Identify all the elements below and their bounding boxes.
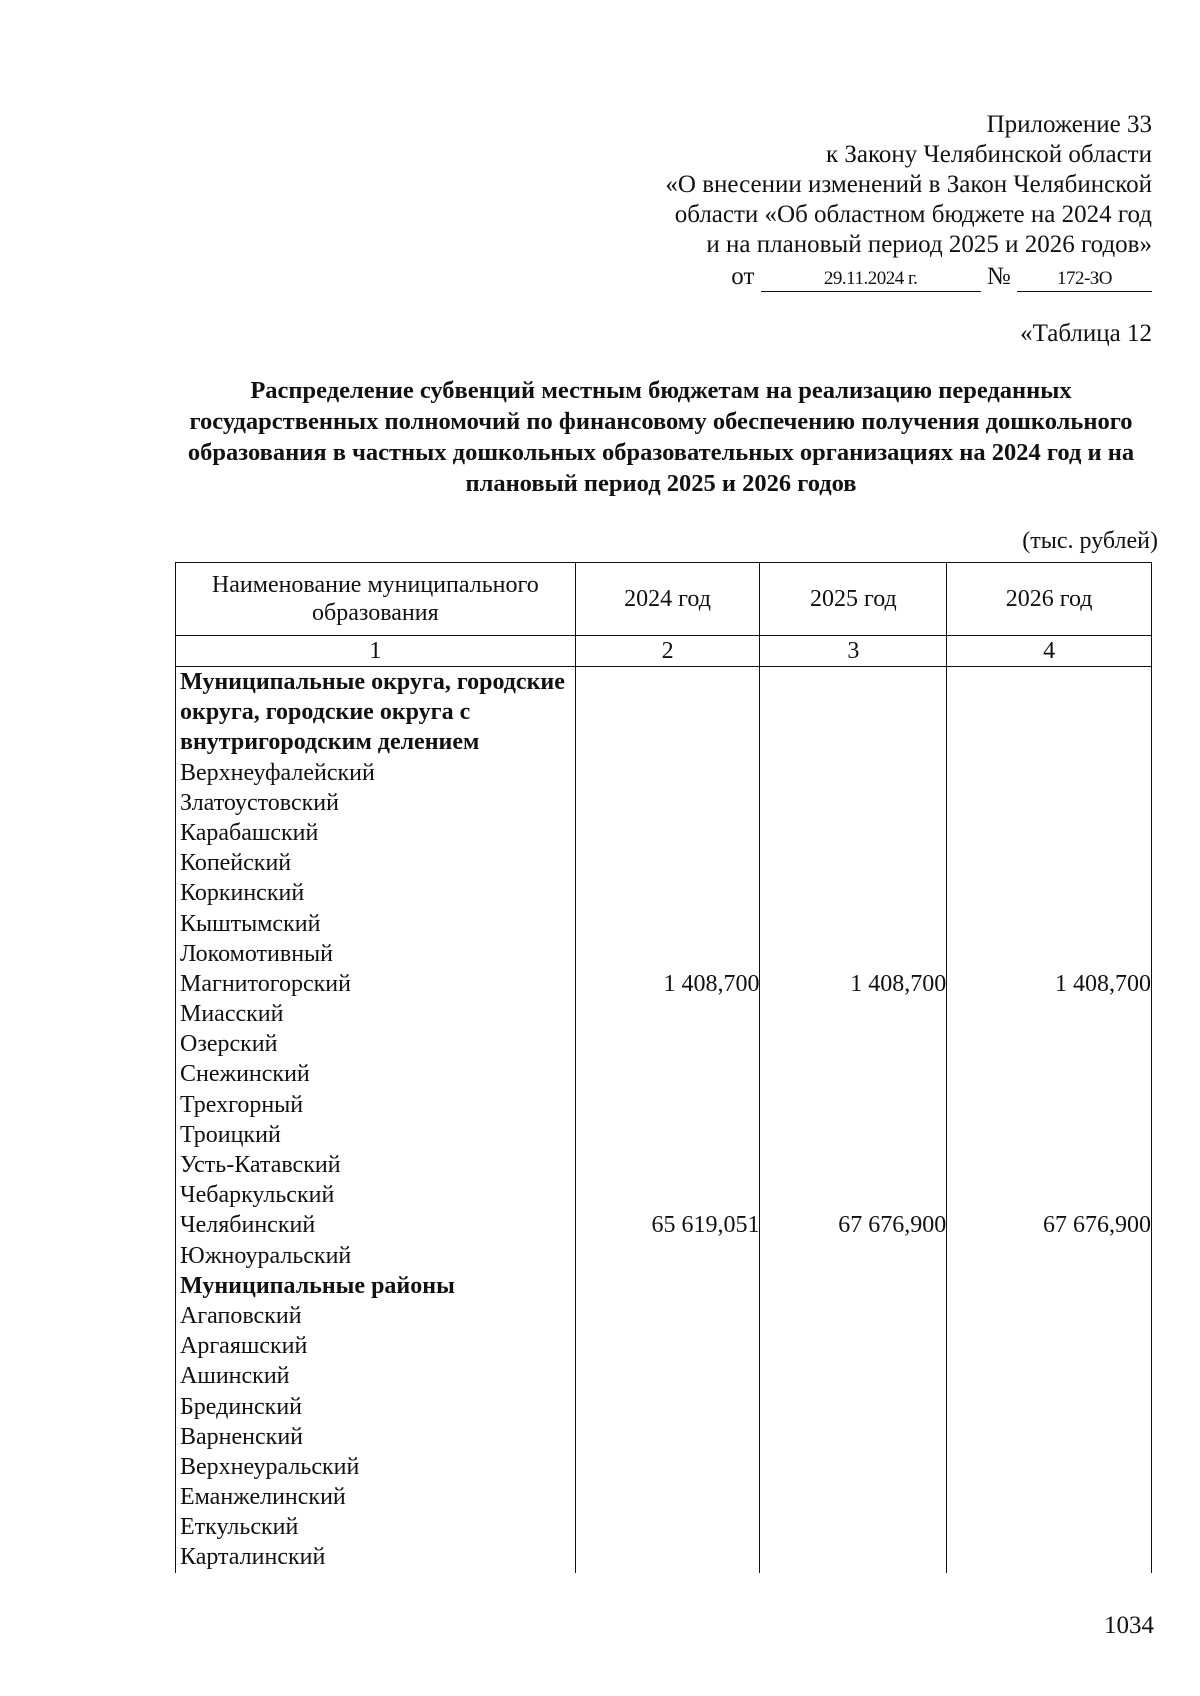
value-cell <box>576 1331 760 1361</box>
value-cell <box>760 1392 946 1422</box>
value-cell <box>576 1482 760 1512</box>
municipality-name: Агаповский <box>180 1302 302 1329</box>
municipality-name: Брединский <box>180 1393 303 1420</box>
municipality-name: Челябинский <box>180 1212 316 1239</box>
value-cell <box>947 848 1151 878</box>
value-cell <box>947 1059 1151 1089</box>
municipality-name: Миасский <box>180 1001 284 1028</box>
municipality-name: Озерский <box>180 1031 278 1058</box>
column-header-2024: 2024 год <box>575 563 760 636</box>
value-cell <box>947 878 1151 908</box>
value-cell <box>760 1452 946 1482</box>
value-cell <box>760 1331 946 1361</box>
municipality-name: Ашинский <box>180 1363 290 1390</box>
value-cell <box>760 1241 946 1271</box>
value-cell: 1 408,700 <box>850 970 947 997</box>
value-cell <box>947 1512 1151 1542</box>
value-cell <box>760 1361 946 1391</box>
value-cell <box>947 818 1151 848</box>
subvention-table <box>175 562 1152 1573</box>
value-cell <box>760 1120 946 1150</box>
value-cell <box>576 878 760 908</box>
column-number: 3 <box>760 636 947 667</box>
value-cell <box>760 1180 946 1210</box>
value-cell <box>947 1361 1151 1391</box>
municipality-name: Аргаяшский <box>180 1333 308 1360</box>
column-number: 1 <box>176 636 576 667</box>
units-label: (тыс. рублей) <box>1022 528 1158 554</box>
value-cell <box>947 667 1151 758</box>
table-number: «Таблица 12 <box>1020 320 1152 347</box>
date-number-line <box>552 262 1152 292</box>
value-cell <box>576 818 760 848</box>
document-title: Распределение субвенций местным бюджетам на реализацию переданных государственных полномочий по финансовому обеспечению получения дошкольного образования в частных дошкольных образовательных организациях на 2024 год и на плановый период 2025 и 2026 годов <box>187 377 1135 497</box>
value-cell <box>576 788 760 818</box>
value-cell <box>947 1331 1151 1361</box>
value-cell <box>947 999 1151 1029</box>
value-cell <box>576 667 760 758</box>
value-cell <box>760 848 946 878</box>
value-cell <box>760 909 946 939</box>
page-number: 1034 <box>1104 1612 1154 1639</box>
value-cell <box>576 848 760 878</box>
value-cell <box>576 1392 760 1422</box>
value-cell <box>760 758 946 788</box>
value-cell <box>760 1422 946 1452</box>
value-cell <box>576 1452 760 1482</box>
law-number: 172-ЗО <box>1017 267 1152 292</box>
value-cell <box>760 1542 946 1572</box>
table-body <box>176 667 1152 1573</box>
value-cell <box>760 1059 946 1089</box>
law-date: 29.11.2024 г. <box>761 267 981 292</box>
date-prefix: от <box>731 263 755 290</box>
value-cell <box>576 1180 760 1210</box>
municipality-name: Коркинский <box>180 880 305 907</box>
value-cell <box>947 1271 1151 1301</box>
value-cell <box>576 939 760 969</box>
column-number: 4 <box>947 636 1152 667</box>
municipality-name: Карталинский <box>180 1544 326 1571</box>
value-cell: 67 676,900 <box>1043 1212 1151 1239</box>
names-column <box>176 667 576 1573</box>
municipality-name: Усть-Катавский <box>180 1152 341 1179</box>
header-line: области «Об областном бюджете на 2024 год <box>674 201 1152 228</box>
value-cell <box>576 1090 760 1120</box>
value-cell <box>947 1090 1151 1120</box>
municipality-name: Троицкий <box>180 1121 281 1148</box>
municipality-name: Кыштымский <box>180 910 321 937</box>
values-2025-column <box>760 667 947 1573</box>
value-cell <box>947 758 1151 788</box>
value-cell: 67 676,900 <box>838 1212 947 1239</box>
value-cell <box>947 1482 1151 1512</box>
municipality-name: Карабашский <box>180 819 319 846</box>
value-cell <box>947 1392 1151 1422</box>
value-cell <box>760 667 946 758</box>
value-cell <box>760 1029 946 1059</box>
municipality-name: Варненский <box>180 1423 303 1450</box>
value-cell <box>947 1542 1151 1572</box>
column-header-2026: 2026 год <box>947 563 1152 636</box>
municipality-name: Снежинский <box>180 1061 310 1088</box>
value-cell <box>576 1301 760 1331</box>
value-cell <box>760 1301 946 1331</box>
municipality-name: Локомотивный <box>180 940 334 967</box>
appendix-header <box>552 110 1152 292</box>
value-cell <box>576 1241 760 1271</box>
value-cell <box>760 1512 946 1542</box>
value-cell <box>576 1029 760 1059</box>
value-cell <box>760 999 946 1029</box>
value-cell <box>760 878 946 908</box>
value-cell <box>947 1150 1151 1180</box>
section-heading: Муниципальные округа, городские округа, городские округа с внутригородским делением <box>180 669 565 756</box>
municipality-name: Верхнеуфалейский <box>180 759 375 786</box>
header-line: Приложение 33 <box>986 111 1152 138</box>
value-cell <box>576 1422 760 1452</box>
value-cell <box>760 939 946 969</box>
value-cell <box>760 1150 946 1180</box>
municipality-name: Верхнеуральский <box>180 1453 360 1480</box>
value-cell <box>576 1542 760 1572</box>
column-number: 2 <box>575 636 760 667</box>
value-cell <box>947 1241 1151 1271</box>
value-cell: 1 408,700 <box>1055 970 1151 997</box>
values-2024-column <box>575 667 760 1573</box>
municipality-name: Еткульский <box>180 1514 299 1541</box>
value-cell <box>947 1029 1151 1059</box>
value-cell <box>947 1422 1151 1452</box>
municipality-name: Златоустовский <box>180 789 339 816</box>
column-header-name: Наименование муниципального образования <box>176 563 576 636</box>
municipality-name: Копейский <box>180 850 292 877</box>
column-header-2025: 2025 год <box>760 563 947 636</box>
section-heading: Муниципальные районы <box>180 1272 455 1299</box>
header-line: «О внесении изменений в Закон Челябинской <box>665 171 1152 198</box>
value-cell <box>576 758 760 788</box>
value-cell <box>576 1120 760 1150</box>
value-cell <box>760 818 946 848</box>
values-2026-column <box>947 667 1152 1573</box>
value-cell <box>576 1059 760 1089</box>
value-cell <box>947 788 1151 818</box>
municipality-name: Еманжелинский <box>180 1484 346 1511</box>
number-prefix: № <box>986 263 1011 290</box>
municipality-name: Магнитогорский <box>180 970 351 997</box>
value-cell <box>947 909 1151 939</box>
column-number-row <box>176 636 1152 667</box>
value-cell <box>947 1301 1151 1331</box>
header-line: и на плановый период 2025 и 2026 годов» <box>706 231 1152 258</box>
value-cell <box>760 1090 946 1120</box>
value-cell <box>947 1452 1151 1482</box>
municipality-name: Трехгорный <box>180 1091 304 1118</box>
value-cell <box>947 1180 1151 1210</box>
municipality-name: Южноуральский <box>180 1242 352 1269</box>
table-header-row <box>176 563 1152 636</box>
value-cell <box>947 1120 1151 1150</box>
value-cell: 1 408,700 <box>663 970 760 997</box>
value-cell <box>576 1150 760 1180</box>
value-cell <box>576 999 760 1029</box>
value-cell <box>760 788 946 818</box>
value-cell <box>760 1271 946 1301</box>
value-cell: 65 619,051 <box>651 1212 760 1239</box>
municipality-name: Чебаркульский <box>180 1182 335 1209</box>
value-cell <box>576 909 760 939</box>
value-cell <box>576 1361 760 1391</box>
value-cell <box>760 1482 946 1512</box>
value-cell <box>947 939 1151 969</box>
value-cell <box>576 1512 760 1542</box>
header-line: к Закону Челябинской области <box>826 141 1152 168</box>
value-cell <box>576 1271 760 1301</box>
